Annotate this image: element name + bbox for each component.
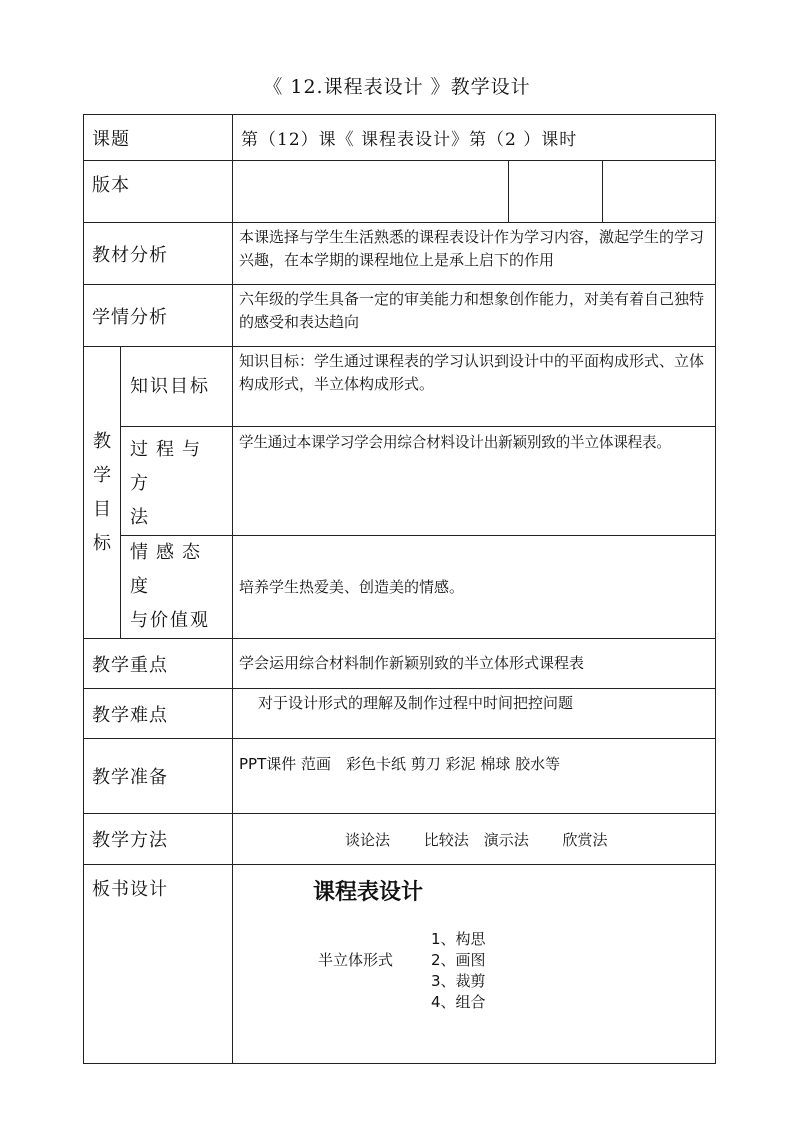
board-step: 4、组合	[431, 993, 486, 1011]
methods-value: 谈论法 比较法 演示法 欣赏法	[233, 814, 716, 865]
material-label: 教材分析	[84, 223, 233, 285]
board-label: 板书设计	[84, 865, 233, 1064]
goals-char-2: 学	[93, 464, 111, 486]
process-goal-value: 学生通过本课学习学会用综合材料设计出新颖别致的半立体课程表。	[233, 427, 716, 536]
board-title: 课程表设计	[313, 880, 424, 905]
row-emotion-goal	[84, 536, 716, 639]
row-edition	[84, 161, 716, 223]
board-step: 3、裁剪	[431, 972, 486, 990]
emotion-goal-value: 培养学生热爱美、创造美的情感。	[233, 536, 716, 639]
row-process-goal	[84, 427, 716, 536]
knowledge-goal-value: 知识目标：学生通过课程表的学习认识到设计中的平面构成形式、立体构成形式，半立体构成形式。	[233, 347, 716, 427]
preparation-value: PPT课件 范画 彩色卡纸 剪刀 彩泥 棉球 胶水等	[233, 739, 716, 814]
process-label-line1: 过程与方	[130, 439, 208, 494]
learner-value: 六年级的学生具备一定的审美能力和想象创作能力，对美有着自己独特的感受和表达趋向	[233, 285, 716, 347]
row-preparation	[84, 739, 716, 814]
edition-cell-2	[509, 161, 603, 223]
row-topic	[84, 115, 716, 161]
row-knowledge-goal	[84, 347, 716, 427]
emotion-label-line2: 与价值观	[130, 610, 210, 631]
edition-label: 版本	[84, 161, 233, 223]
methods-label: 教学方法	[84, 814, 233, 865]
row-material-analysis	[84, 223, 716, 285]
board-area	[233, 865, 715, 1063]
goals-char-4: 标	[93, 532, 111, 554]
lesson-plan-table	[83, 114, 716, 1064]
preparation-label: 教学准备	[84, 739, 233, 814]
topic-label: 课题	[84, 115, 233, 161]
board-content	[233, 865, 716, 1064]
edition-cell-3	[603, 161, 716, 223]
topic-value: 第（12）课《 课程表设计》第（2 ）课时	[233, 115, 716, 161]
board-steps	[431, 929, 486, 1013]
row-board-design	[84, 865, 716, 1064]
difficulty-label: 教学难点	[84, 689, 233, 739]
emotion-label-line1: 情感态度	[130, 542, 208, 597]
key-point-label: 教学重点	[84, 639, 233, 689]
learner-label: 学情分析	[84, 285, 233, 347]
process-goal-label	[121, 427, 233, 536]
edition-cell-1	[233, 161, 509, 223]
teaching-goals-label	[84, 347, 121, 639]
document-title: 《 12.课程表设计 》教学设计	[263, 76, 531, 98]
process-label-line2: 法	[130, 507, 156, 528]
board-group-label: 半立体形式	[318, 951, 394, 969]
row-key-point	[84, 639, 716, 689]
board-step: 2、画图	[431, 951, 486, 969]
difficulty-value: 对于设计形式的理解及制作过程中时间把控问题	[233, 689, 716, 739]
goals-char-3: 目	[93, 498, 111, 520]
row-learner-analysis	[84, 285, 716, 347]
material-value: 本课选择与学生生活熟悉的课程表设计作为学习内容，激起学生的学习兴趣，在本学期的课程地位上是承上启下的作用	[233, 223, 716, 285]
knowledge-goal-label: 知识目标	[121, 347, 233, 427]
board-step: 1、构思	[431, 930, 486, 948]
key-point-value: 学会运用综合材料制作新颖别致的半立体形式课程表	[233, 639, 716, 689]
row-difficulty	[84, 689, 716, 739]
emotion-goal-label	[121, 536, 233, 639]
row-methods	[84, 814, 716, 865]
goals-char-1: 教	[93, 430, 111, 452]
